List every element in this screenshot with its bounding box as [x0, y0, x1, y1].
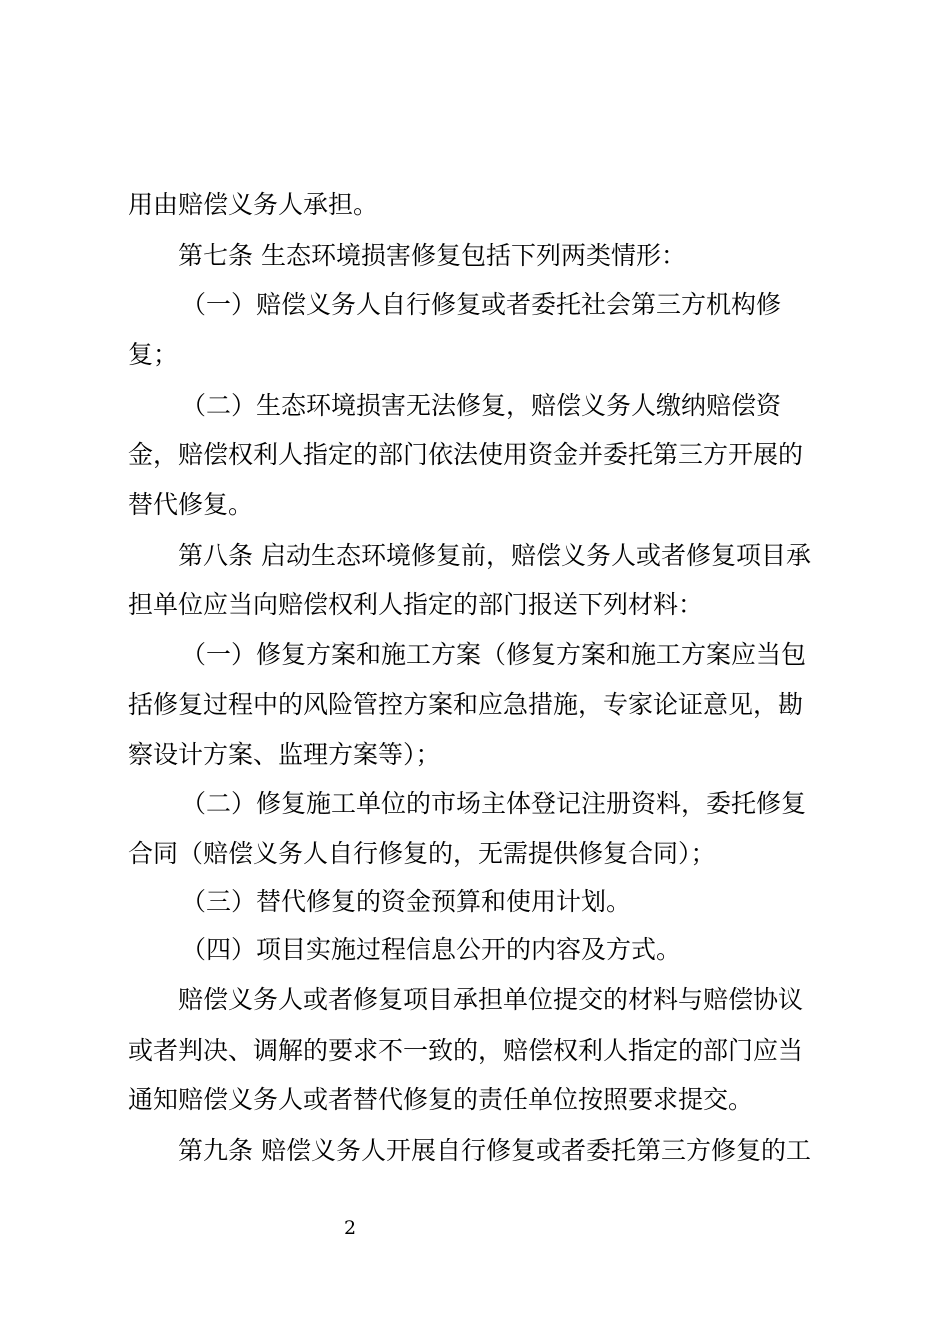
list-item-line: （三）替代修复的资金预算和使用计划。	[181, 887, 632, 916]
text-line: 复；	[128, 340, 179, 369]
text-line: 括修复过程中的风险管控方案和应急措施，专家论证意见，勘	[128, 690, 804, 719]
text-line: 用由赔偿义务人承担。	[128, 190, 379, 219]
list-item-line: （二）修复施工单位的市场主体登记注册资料，委托修复	[181, 789, 807, 818]
page-number: 2	[343, 1217, 357, 1239]
article-heading-line: 第八条 启动生态环境修复前，赔偿义务人或者修复项目承	[178, 541, 811, 570]
text-line: 合同（赔偿义务人自行修复的，无需提供修复合同）；	[128, 839, 716, 868]
text-line: 通知赔偿义务人或者替代修复的责任单位按照要求提交。	[128, 1085, 754, 1114]
paragraph-start-line: 赔偿义务人或者修复项目承担单位提交的材料与赔偿协议	[178, 985, 804, 1014]
text-line: 察设计方案、监理方案等）；	[128, 740, 441, 769]
text-line: 金，赔偿权利人指定的部门依法使用资金并委托第三方开展的	[128, 440, 804, 469]
list-item-line: （一）修复方案和施工方案（修复方案和施工方案应当包	[181, 640, 807, 669]
text-line: 替代修复。	[128, 490, 254, 519]
list-item-line: （一）赔偿义务人自行修复或者委托社会第三方机构修	[181, 290, 782, 319]
article-heading-line: 第九条 赔偿义务人开展自行修复或者委托第三方修复的工	[178, 1136, 811, 1165]
text-line: 或者判决、调解的要求不一致的，赔偿权利人指定的部门应当	[128, 1036, 804, 1065]
article-heading-line: 第七条 生态环境损害修复包括下列两类情形：	[178, 241, 686, 270]
list-item-line: （二）生态环境损害无法修复，赔偿义务人缴纳赔偿资	[181, 391, 782, 420]
list-item-line: （四）项目实施过程信息公开的内容及方式。	[181, 935, 682, 964]
text-line: 担单位应当向赔偿权利人指定的部门报送下列材料：	[128, 590, 704, 619]
